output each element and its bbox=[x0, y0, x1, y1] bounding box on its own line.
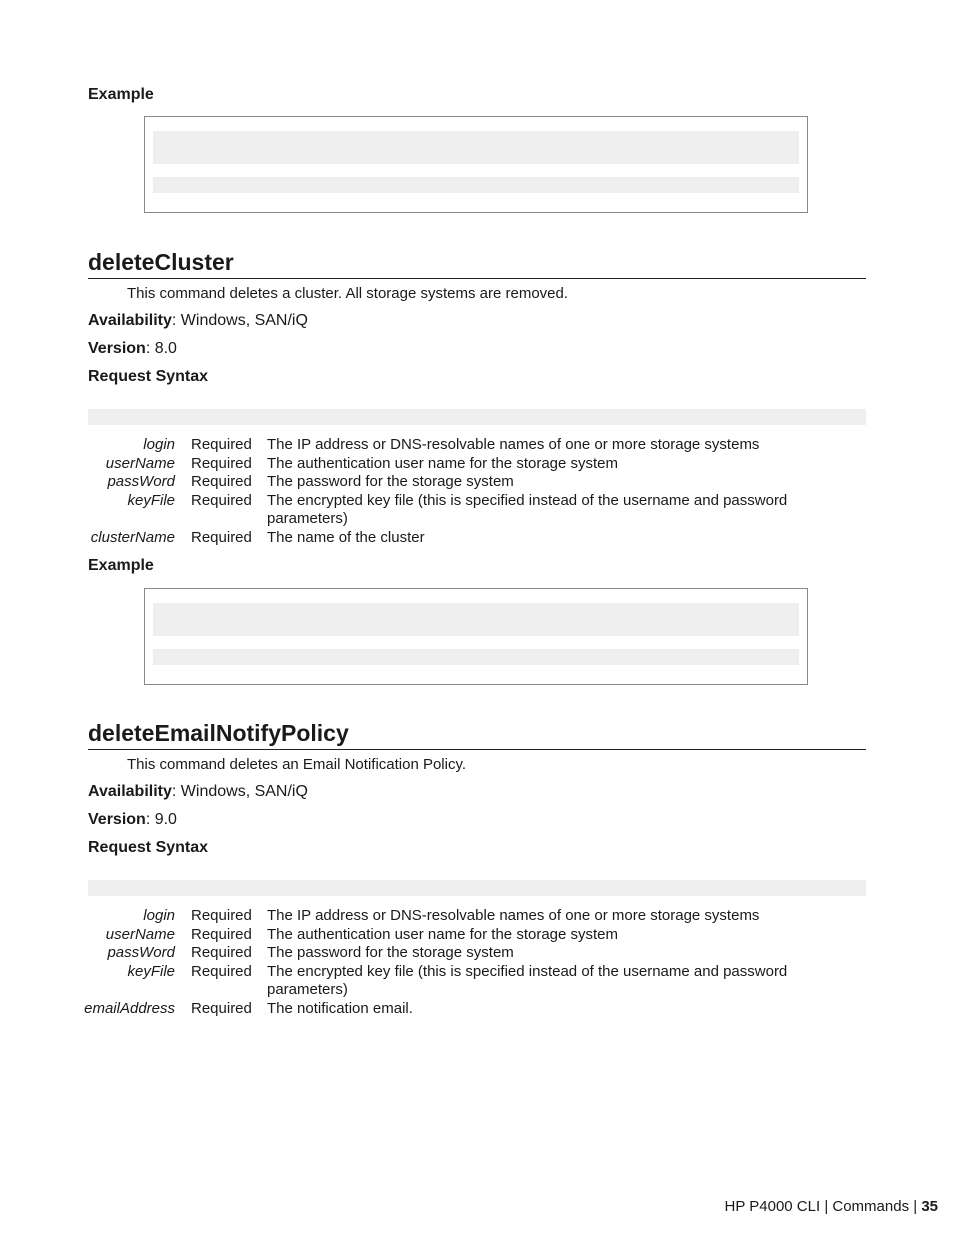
parameter-table bbox=[80, 907, 807, 1018]
param-required: Required bbox=[191, 944, 252, 961]
param-name: login bbox=[143, 907, 175, 924]
example-label: Example bbox=[88, 557, 154, 574]
param-required: Required bbox=[191, 907, 252, 924]
version-value: : 8.0 bbox=[145, 340, 177, 357]
table-row bbox=[80, 436, 807, 455]
param-description: The IP address or DNS-resolvable names of one or more storage systems bbox=[267, 436, 760, 453]
version-row bbox=[88, 811, 177, 829]
example-label: Example bbox=[88, 86, 154, 103]
availability-value: : Windows, SAN/iQ bbox=[171, 783, 308, 800]
table-row bbox=[80, 907, 807, 926]
param-description: The notification email. bbox=[267, 999, 413, 1017]
footer-text: HP P4000 CLI | Commands | bbox=[724, 1198, 918, 1215]
param-name: keyFile bbox=[127, 491, 175, 509]
param-name: clusterName bbox=[90, 528, 175, 546]
section-description: This command deletes an Email Notification Policy. bbox=[127, 756, 467, 773]
param-name: userName bbox=[105, 925, 175, 943]
param-name: passWord bbox=[107, 473, 175, 490]
param-required: Required bbox=[191, 962, 252, 980]
param-required: Required bbox=[191, 454, 252, 472]
param-description: The password for the storage system bbox=[267, 473, 514, 490]
page-number: 35 bbox=[921, 1198, 938, 1215]
section-title-deletecluster: deleteCluster bbox=[88, 247, 866, 279]
param-description: The IP address or DNS-resolvable names of one or more storage systems bbox=[267, 907, 760, 924]
table-row bbox=[80, 963, 807, 1000]
version-label: Version bbox=[88, 811, 146, 828]
param-name: emailAddress bbox=[84, 999, 175, 1017]
param-description: The encrypted key file (this is specified instead of the username and password parameters) bbox=[267, 962, 788, 998]
code-example-box bbox=[144, 588, 808, 685]
param-name: passWord bbox=[107, 944, 175, 961]
availability-label: Availability bbox=[88, 783, 172, 800]
table-row bbox=[80, 455, 807, 474]
param-name: keyFile bbox=[127, 962, 175, 980]
param-required: Required bbox=[191, 473, 252, 490]
availability-label: Availability bbox=[88, 312, 172, 329]
page-footer bbox=[725, 1198, 938, 1215]
code-line bbox=[153, 649, 799, 665]
version-row bbox=[88, 340, 177, 358]
code-line bbox=[153, 603, 799, 636]
request-syntax-label: Request Syntax bbox=[88, 839, 209, 856]
parameter-table bbox=[80, 436, 807, 547]
table-row bbox=[80, 529, 807, 548]
request-syntax-label: Request Syntax bbox=[88, 368, 209, 385]
table-row bbox=[80, 1000, 807, 1019]
param-name: login bbox=[143, 436, 175, 453]
availability-row bbox=[88, 312, 308, 330]
code-line bbox=[153, 131, 799, 164]
param-required: Required bbox=[191, 528, 252, 546]
param-description: The password for the storage system bbox=[267, 944, 514, 961]
version-value: : 9.0 bbox=[145, 811, 177, 828]
availability-value: : Windows, SAN/iQ bbox=[171, 312, 308, 329]
request-syntax-code bbox=[88, 880, 866, 896]
version-label: Version bbox=[88, 340, 146, 357]
table-row bbox=[80, 944, 807, 963]
code-example-box bbox=[144, 116, 808, 213]
section-description: This command deletes a cluster. All storage systems are removed. bbox=[127, 285, 569, 302]
table-row bbox=[80, 492, 807, 529]
table-row bbox=[80, 926, 807, 945]
param-required: Required bbox=[191, 491, 252, 509]
param-description: The encrypted key file (this is specified instead of the username and password parameters) bbox=[267, 491, 788, 527]
param-required: Required bbox=[191, 436, 252, 453]
section-title-deleteemailnotifypolicy: deleteEmailNotifyPolicy bbox=[88, 718, 866, 750]
param-description: The authentication user name for the storage system bbox=[267, 454, 619, 472]
param-name: userName bbox=[105, 454, 175, 472]
param-required: Required bbox=[191, 925, 252, 943]
param-required: Required bbox=[191, 999, 252, 1017]
param-description: The authentication user name for the storage system bbox=[267, 925, 619, 943]
availability-row bbox=[88, 783, 308, 801]
table-row bbox=[80, 473, 807, 492]
request-syntax-code bbox=[88, 409, 866, 425]
code-line bbox=[153, 177, 799, 193]
param-description: The name of the cluster bbox=[267, 528, 425, 546]
